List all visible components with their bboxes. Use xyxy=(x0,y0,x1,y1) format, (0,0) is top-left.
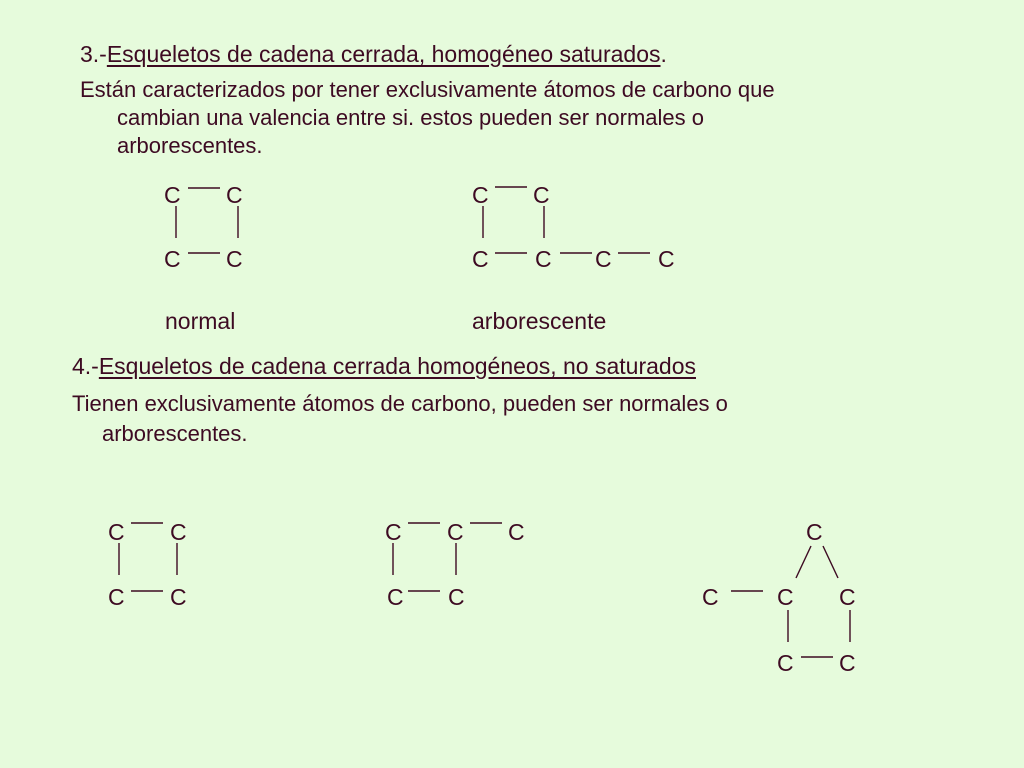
carbon-atom: C xyxy=(472,182,489,208)
carbon-atom: C xyxy=(226,246,243,272)
section3-paragraph-line2: cambian una valencia entre si. estos pueden ser normales o xyxy=(117,105,705,130)
section4-heading xyxy=(72,352,696,380)
carbon-atom: C xyxy=(508,519,525,545)
section3-number: 3.- xyxy=(80,41,107,67)
carbon-atom: C xyxy=(448,584,465,610)
carbon-atom: C xyxy=(226,182,243,208)
carbon-atom: C xyxy=(164,182,181,208)
carbon-atom: C xyxy=(702,584,719,610)
carbon-atom: C xyxy=(387,584,404,610)
carbon-atom: C xyxy=(595,246,612,272)
carbon-atom: C xyxy=(170,584,187,610)
caption-arborescente: arborescente xyxy=(472,308,607,334)
caption-normal: normal xyxy=(165,308,236,334)
carbon-atom: C xyxy=(839,650,856,676)
section4-paragraph-line1: Tienen exclusivamente átomos de carbono, pueden ser normales o xyxy=(72,391,728,416)
carbon-atom: C xyxy=(806,519,823,545)
carbon-atom: C xyxy=(164,246,181,272)
bond xyxy=(823,546,838,578)
carbon-atom: C xyxy=(777,650,794,676)
carbon-atom: C xyxy=(839,584,856,610)
carbon-atom: C xyxy=(533,182,550,208)
carbon-atom: C xyxy=(658,246,675,272)
section3-title: Esqueletos de cadena cerrada, homogéneo saturados xyxy=(106,41,661,67)
carbon-atom: C xyxy=(170,519,187,545)
section3-paragraph-line3: arborescentes. xyxy=(117,133,263,158)
carbon-atom: C xyxy=(535,246,552,272)
carbon-atom: C xyxy=(385,519,402,545)
carbon-atom: C xyxy=(777,584,794,610)
section3-period: . xyxy=(660,41,667,67)
section3-paragraph-line1: Están caracterizados por tener exclusivamente átomos de carbono que xyxy=(80,77,775,102)
carbon-atom: C xyxy=(108,584,125,610)
bond xyxy=(796,546,811,578)
carbon-atom: C xyxy=(472,246,489,272)
section4-title: Esqueletos de cadena cerrada homogéneos, no saturados xyxy=(98,353,696,379)
section4-number: 4.- xyxy=(72,353,99,379)
carbon-atom: C xyxy=(108,519,125,545)
carbon-atom: C xyxy=(447,519,464,545)
section4-paragraph-line2: arborescentes. xyxy=(102,421,248,446)
